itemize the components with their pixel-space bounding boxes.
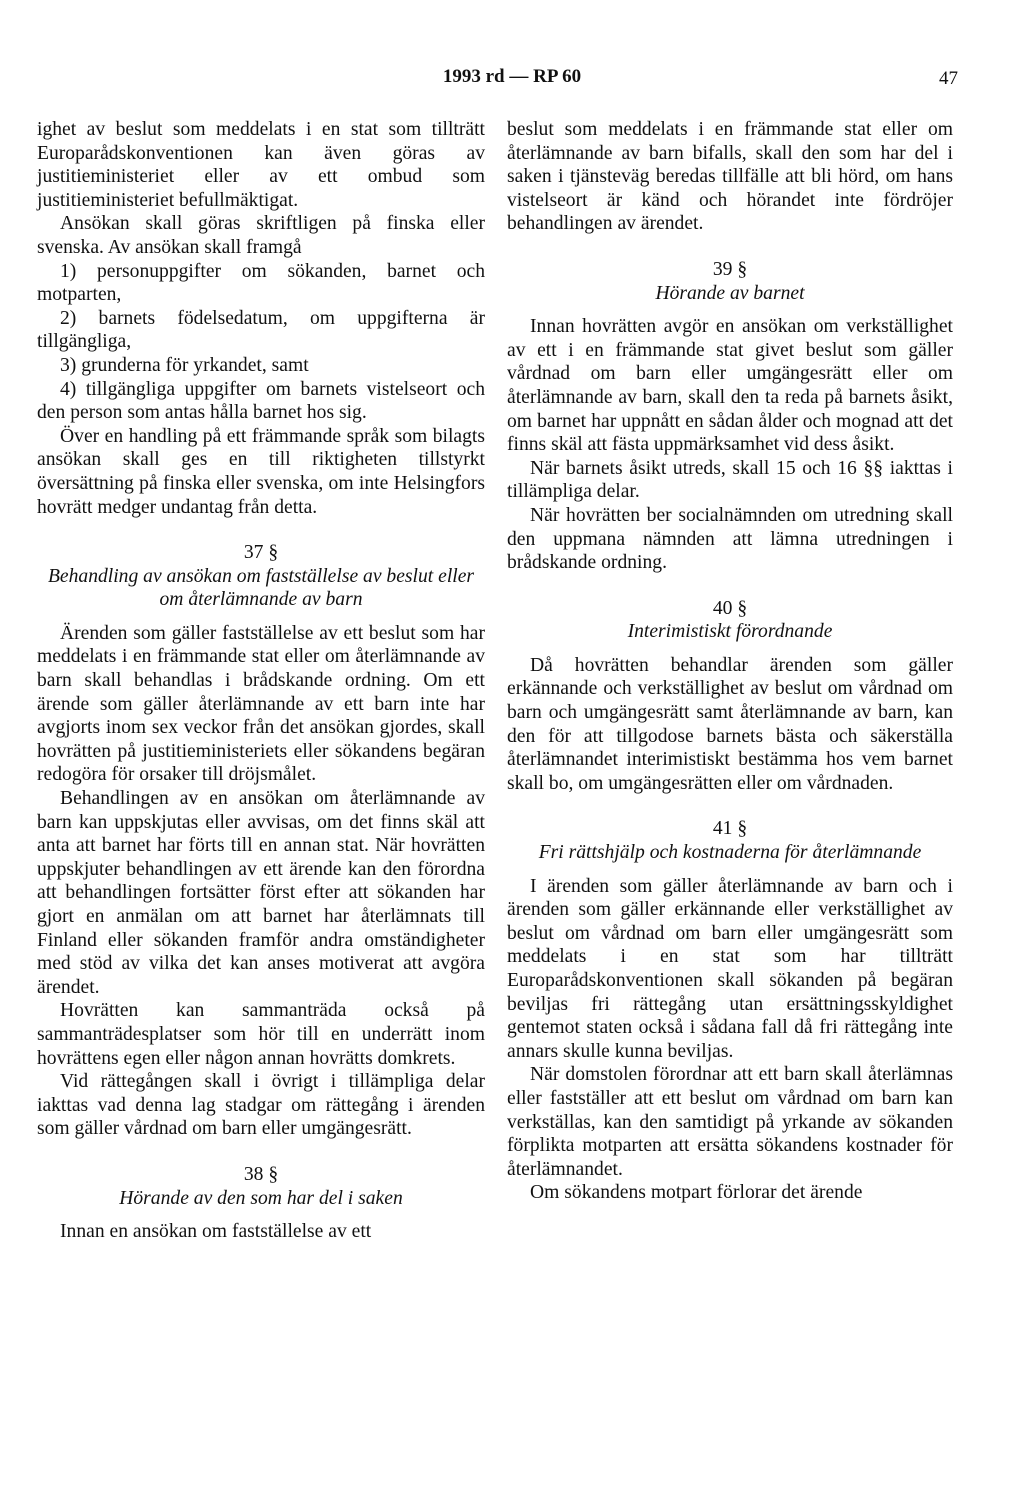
section-number: 39 §: [712, 258, 748, 280]
section-number: 40 §: [712, 597, 748, 619]
list-item: 1) personuppgifter om sökanden, barnet och motparten,: [37, 260, 485, 306]
paragraph: Då hovrätten behandlar ärenden som gäller erkännande och verkställighet av beslut om vårdnad om barn och umgängesrätt samt återlämnande av barn, kan den för att tillgodose barnets bästa och säkerställa återlämnandet interimistiskt bestämma hos vem barnet skall bo, om umgängesrätten eller om vårdnaden.: [507, 654, 953, 794]
paragraph: Hovrätten kan sammanträda också på sammanträdesplatser som hör till en underrätt inom hovrättens egen eller någon annan hovrätts domkrets.: [37, 1000, 485, 1069]
section-title: Hörande av barnet: [655, 282, 805, 304]
paragraph: Innan en ansökan om fastställelse av ett: [60, 1221, 372, 1243]
paragraph: I ärenden som gäller återlämnande av barn och i ärenden som gäller erkännande eller verkställighet av beslut om vårdnad om barn eller umgängesrätt som meddelats i en stat som har tillträtt Europarådskonventionen skall sökanden på begäran beviljas fri rättegång utan ersättningsskyldighet gentemot staten också i sådana fall då fri rättegång inte annars skulle kunna beviljas.: [507, 875, 953, 1062]
section-number: 37 §: [243, 542, 279, 564]
paragraph: Innan hovrätten avgör en ansökan om verkställighet av ett i en främmande stat givet beslut som gäller vårdnad om barn eller umgängesrätt eller om återlämnande av barn, skall den ta reda på barnets åsikt, om barnet har uppnått en sådan ålder och mognad att det finns skäl att fästa uppmärksamhet vid dess åsikt.: [507, 316, 953, 456]
paragraph: Över en handling på ett främmande språk som bilagts ansökan skall ges en till riktigheten tillstyrkt översättning på finska eller svenska, om inte Helsingfors hovrätt medger undantag från detta.: [37, 425, 485, 518]
paragraph: Ärenden som gäller fastställelse av ett beslut som har meddelats i en främmande stat eller om återlämnande av barn skall behandlas i brådskande ordning. Om ett ärende som gäller återlämnande av ett barn inte har avgjorts inom sex veckor från det ansökan gjordes, skall hovrätten på justitieministeriets eller sökandens begäran redogöra för orsaker till dröjsmålet.: [37, 622, 485, 786]
paragraph: När hovrätten ber socialnämnden om utredning skall den uppmana nämnden att lämna utredningen i brådskande ordning.: [507, 504, 953, 574]
section-title: Interimistiskt förordnande: [627, 621, 833, 643]
page-header: [0, 66, 1024, 96]
section-number: 41 §: [712, 818, 748, 840]
left-column: [37, 118, 485, 1244]
paragraph: Om sökandens motpart förlorar det ärende: [530, 1182, 863, 1204]
section-title: Behandling av ansökan om fastställelse av beslut eller om återlämnande av barn: [47, 565, 475, 611]
section-title: Fri rättshjälp och kostnaderna för återlämnande: [538, 842, 922, 864]
list-item: 3) grunderna för yrkandet, samt: [60, 354, 309, 376]
paragraph: ighet av beslut som meddelats i en stat som tillträtt Europarådskonventionen kan även göras av justitieministeriet eller av ett ombud som justitieministeriet befullmäktigat.: [37, 119, 485, 211]
list-item: 2) barnets födelsedatum, om uppgifterna är tillgängliga,: [37, 307, 485, 353]
paragraph: beslut som meddelats i en främmande stat eller om återlämnande av barn bifalls, skall den som har del i saken i tjänsteväg beredas tillfälle att bli hörd, om hans vistelseort är känd och hörandet inte fördröjer behandlingen av ärendet.: [507, 119, 953, 235]
paragraph: När barnets åsikt utreds, skall 15 och 16 §§ iakttas i tillämpliga delar.: [507, 457, 953, 503]
paragraph: Behandlingen av en ansökan om återlämnande av barn kan uppskjutas eller avvisas, om det finns skäl att anta att barnet har förts till en annan stat. När hovrätten uppskjuter behandlingen av ett ärende kan den förordna att behandlingen fortsätter först efter att sökanden har gjort en anmälan om att barnet har återlämnats till Finland eller sökanden framför andra omständigheter med stöd av vilka det kan anses motiverat att avgöra ärendet.: [37, 788, 485, 998]
running-title: 1993 rd — RP 60: [442, 66, 582, 87]
section-title: Hörande av den som har del i saken: [119, 1187, 403, 1209]
list-item: 4) tillgängliga uppgifter om barnets vistelseort och den person som antas hålla barnet hos sig.: [37, 378, 485, 424]
paragraph: När domstolen förordnar att ett barn skall återlämnas eller fastställer att ett beslut om vårdnad om barn kan verkställas, kan den samtidigt på yrkande av sökanden förplikta motparten att ersätta sökandens kostnader för återlämnandet.: [507, 1064, 953, 1180]
page-number: 47: [939, 68, 958, 89]
paragraph: Vid rättegången skall i övrigt i tillämpliga delar iakttas vad denna lag stadgar om rättegång i ärenden som gäller vårdnad om barn eller umgängesrätt.: [37, 1071, 485, 1140]
section-number: 38 §: [243, 1163, 279, 1185]
right-column: [507, 118, 953, 1205]
paragraph: Ansökan skall göras skriftligen på finska eller svenska. Av ansökan skall framgå: [37, 213, 485, 258]
